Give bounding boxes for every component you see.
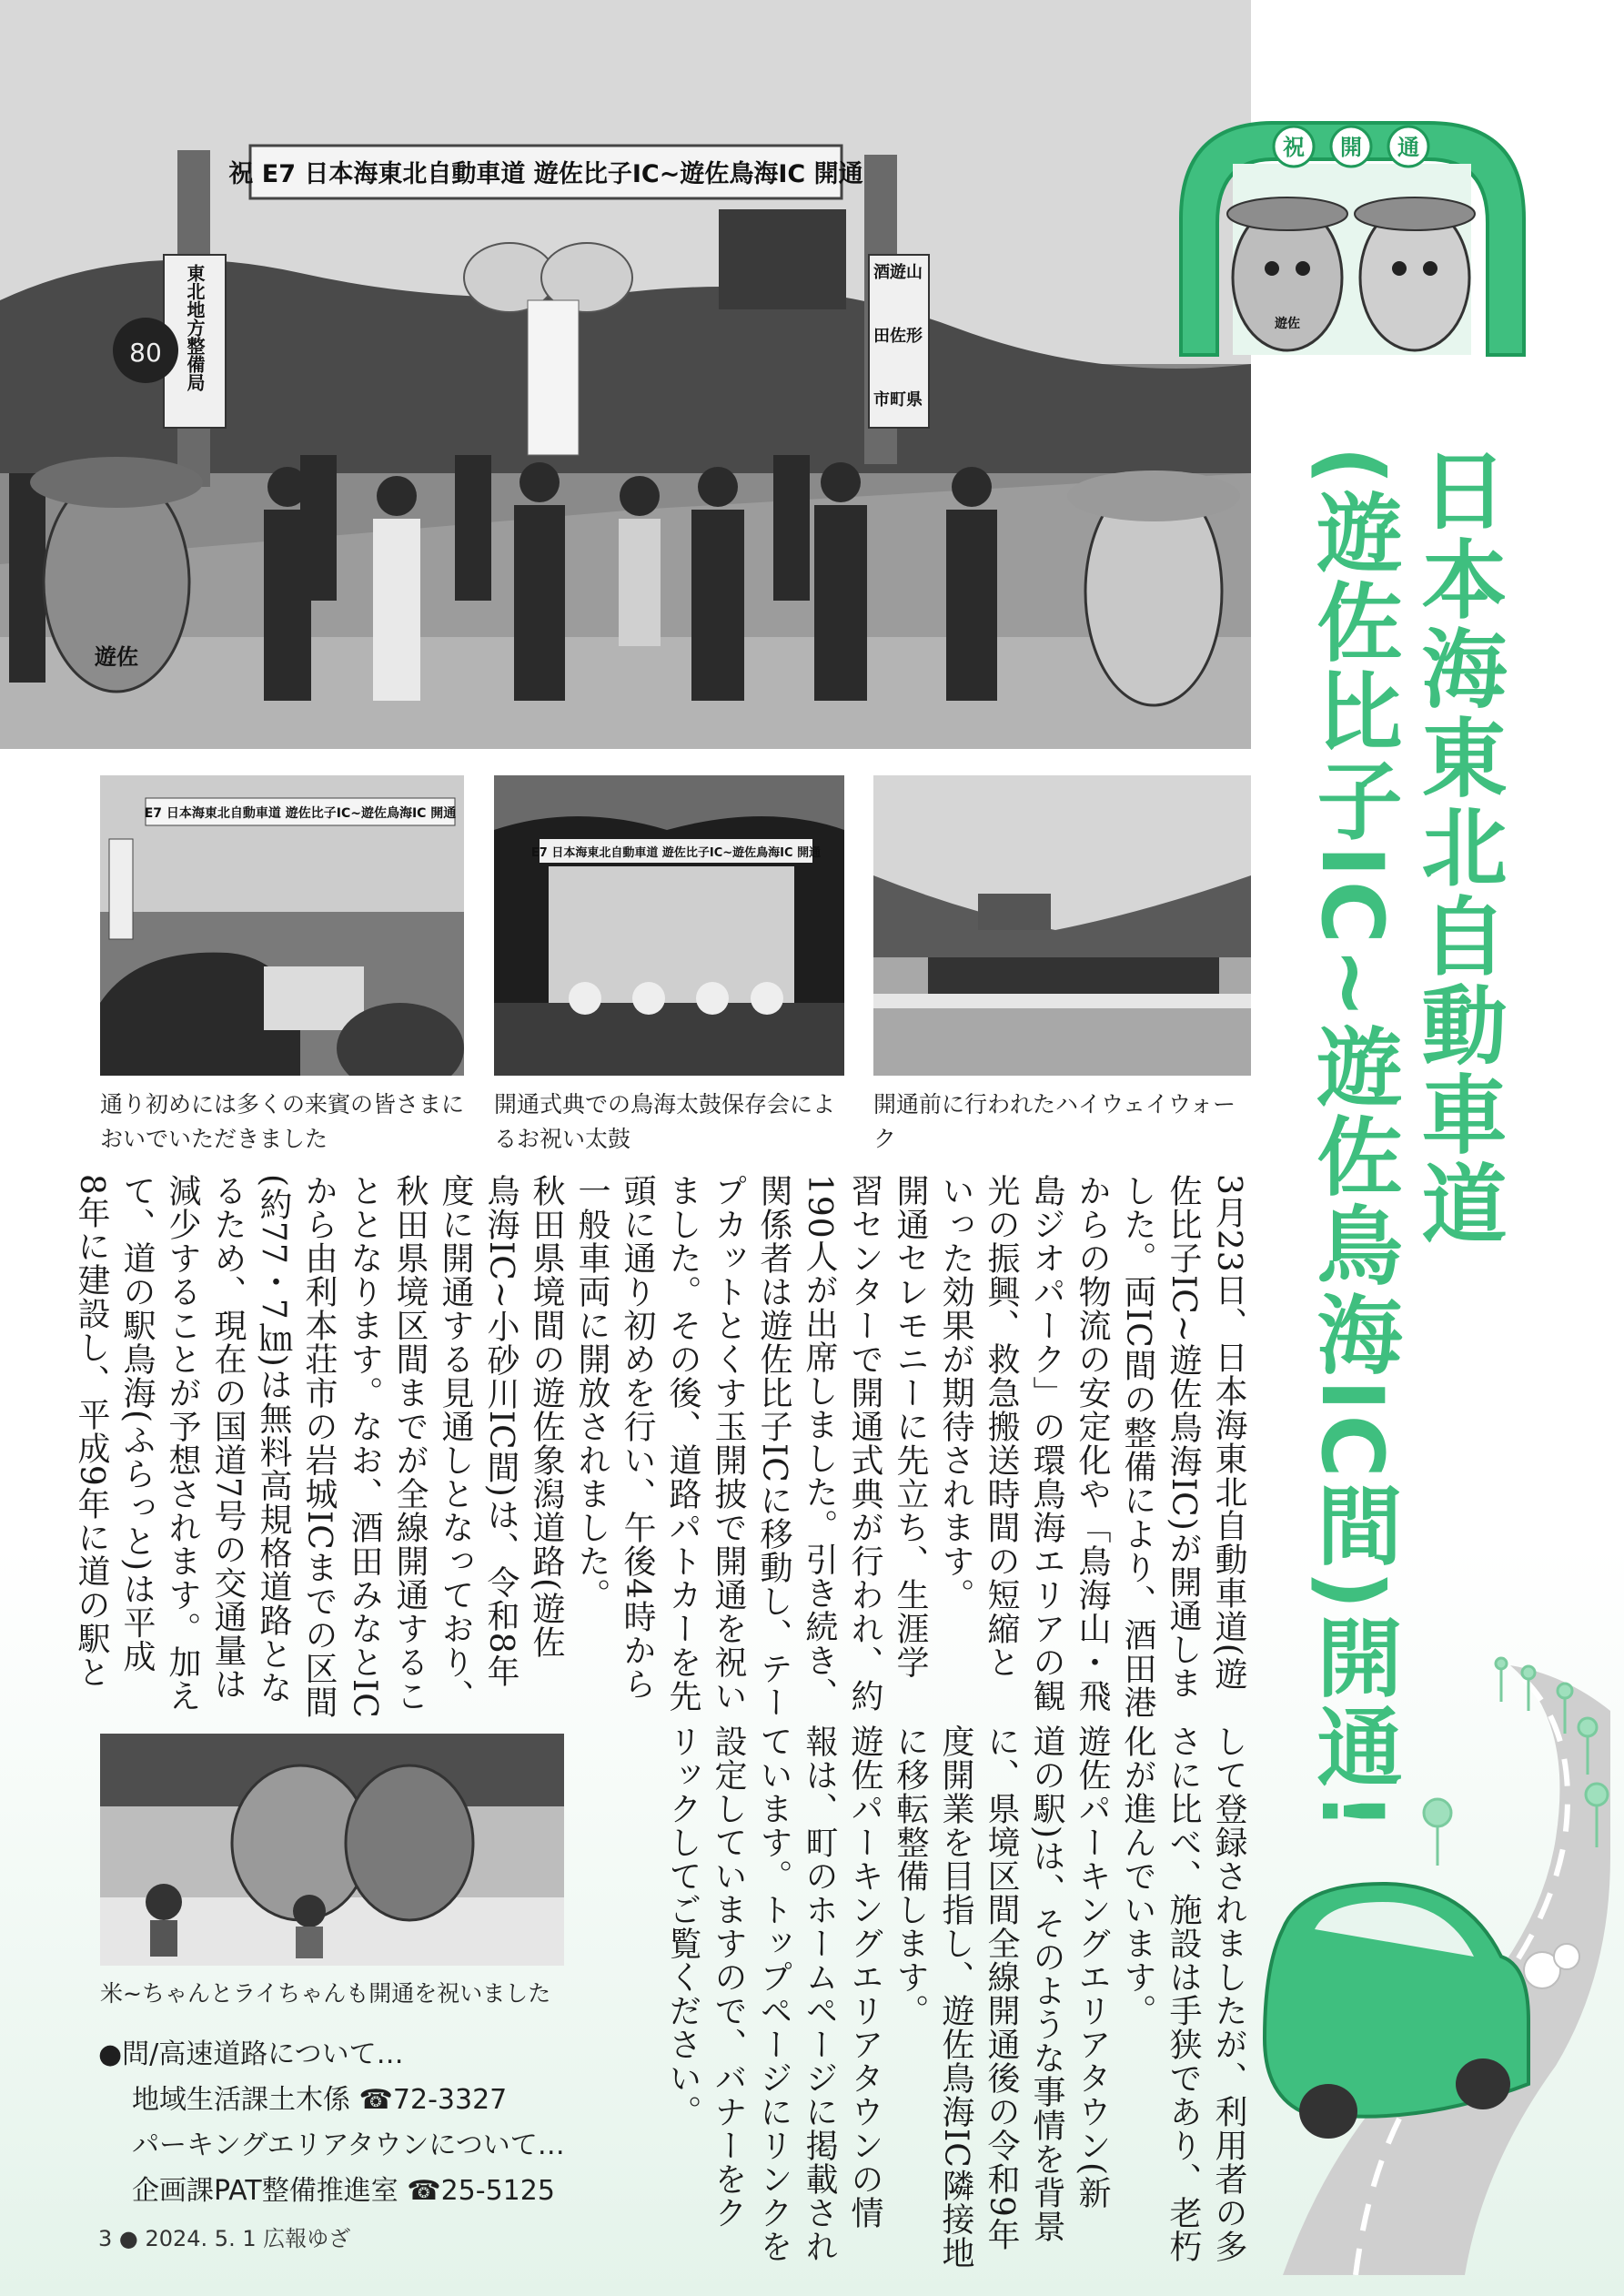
caption-photo3: 開通前に行われたハイウェイウォーク xyxy=(873,1091,1236,1152)
body-upper-line: ととなります。なお、酒田みなとIC xyxy=(346,1174,383,1719)
body-lower-line: リックしてご覧ください。 xyxy=(664,1725,701,2129)
body-upper-line: 3月23日、日本海東北自動車道(遊 xyxy=(1210,1174,1247,1691)
photo2-banner: E7 日本海東北自動車道 遊佐比子IC~遊佐鳥海IC 開通 xyxy=(530,846,822,860)
body-lower-line: に移転整備します。 xyxy=(892,1725,929,2028)
speed-sign: 80 xyxy=(129,338,162,368)
body-text-lower xyxy=(660,1725,1251,2271)
body-text-upper xyxy=(68,1174,1251,1720)
body-lower-line: に、県境区間全線開通後の令和9年 xyxy=(983,1725,1020,2251)
body-upper-line: いった効果が期待されます。 xyxy=(937,1174,974,1612)
body-lower-line: 度開業を目指し、遊佐鳥海IC隣接地 xyxy=(937,1725,974,2270)
photo-ceremony-cars xyxy=(100,775,464,1076)
title-line-1: 日本海東北自動車道 xyxy=(1407,446,1506,1249)
contact-line-3: 企画課PAT整備推進室 ☎25-5125 xyxy=(132,2175,555,2207)
body-upper-line: 秋田県境間の遊佐象潟道路(遊佐 xyxy=(528,1174,565,1660)
svg-text:通: 通 xyxy=(1397,135,1419,160)
body-upper-line: プカットとくす玉開披で開通を祝い xyxy=(710,1174,747,1713)
contact-line-1: 地域生活課土木係 ☎72-3327 xyxy=(132,2084,508,2116)
body-upper-line: るため、現在の国道7号の交通量は xyxy=(209,1174,247,1701)
contact-line-2: パーキングエリアタウンについて… xyxy=(132,2129,565,2161)
body-lower-line: ています。トップページにリンクを xyxy=(755,1725,792,2263)
body-upper-line: 習センターで開通式典が行われ、約 xyxy=(846,1174,883,1713)
body-upper-line: 島ジオパーク」の環鳥海エリアの観 xyxy=(1028,1174,1065,1713)
body-upper-line: (約77・7㎞)は無料高規格道路とな xyxy=(255,1174,292,1704)
body-lower-line: して登録されましたが、利用者の多 xyxy=(1210,1725,1247,2263)
body-upper-line: 8年に建設し、平成9年に道の駅と xyxy=(73,1174,110,1689)
body-upper-line: 鳥海IC~小砂川IC間)は、令和8年 xyxy=(482,1174,519,1688)
body-lower-line: さに比べ、施設は手狭であり、老朽 xyxy=(1165,1725,1202,2263)
photo1-banner: E7 日本海東北自動車道 遊佐比子IC~遊佐鳥海IC 開通 xyxy=(144,806,457,821)
main-photo-sign-right: 酒遊山 xyxy=(873,263,923,282)
mascot-label: 遊佐 xyxy=(95,644,138,670)
body-upper-line: した。両IC間の整備により、酒田港 xyxy=(1119,1174,1156,1719)
body-upper-line: 一般車両に開放されました。 xyxy=(573,1174,610,1612)
page-footer: 3 ● 2024. 5. 1 広報ゆざ xyxy=(98,2226,351,2251)
body-upper-line: 頭に通り初めを行い、午後4時から xyxy=(619,1174,656,1701)
body-upper-line: 関係者は遊佐比子ICに移動し、テー xyxy=(755,1174,792,1719)
body-upper-line: 光の振興、救急搬送時間の短縮と xyxy=(983,1174,1020,1679)
svg-text:祝: 祝 xyxy=(1283,135,1305,160)
body-upper-line: からの物流の安定化や「鳥海山・飛 xyxy=(1074,1174,1111,1713)
contact-heading-text: ●問/高速道路について… xyxy=(98,2038,404,2070)
body-upper-line: 秋田県境区間までが全線開通するこ xyxy=(391,1174,429,1713)
title-line-2: (遊佐比子IC~遊佐鳥海IC間)開通! xyxy=(1302,446,1401,1835)
caption-photo1: 通り初めには多くの来賓の皆さまにおいでいただきました xyxy=(100,1091,465,1152)
main-photo xyxy=(0,0,1251,749)
body-lower-line: 設定していますので、バナーをク xyxy=(710,1725,747,2230)
main-photo-sign-left: 東北地方整備局 xyxy=(184,264,206,391)
photo-taiko xyxy=(494,775,844,1076)
body-lower-line: 遊佐パーキングエリアタウンの情 xyxy=(846,1725,883,2230)
body-lower-line: 道の駅)は、そのような事情を背景 xyxy=(1028,1725,1065,2244)
main-photo-sign-right-2: 田佐形 xyxy=(873,327,923,346)
body-upper-line: 減少することが予想されます。加え xyxy=(164,1174,201,1713)
logo-mascot-label: 遊佐 xyxy=(1275,317,1300,331)
body-lower-line: 化が進んでいます。 xyxy=(1119,1725,1156,2028)
body-upper-line: 190人が出席しました。引き続き、 xyxy=(801,1174,838,1711)
caption-photo4: 米~ちゃんとライちゃんも開通を祝いました xyxy=(100,1980,551,2007)
body-upper-line: 度に開通する見通しとなっており、 xyxy=(437,1174,474,1713)
body-upper-line: ました。その後、道路パトカーを先 xyxy=(664,1174,701,1713)
svg-text:開: 開 xyxy=(1340,135,1362,160)
body-lower-line: 報は、町のホームページに掲載され xyxy=(801,1725,838,2263)
photo-highway-walk xyxy=(873,775,1251,1076)
main-photo-sign-right-3: 市町県 xyxy=(873,390,923,410)
body-lower-line: 遊佐パーキングエリアタウン(新 xyxy=(1074,1725,1111,2210)
contact-heading xyxy=(98,2031,404,2071)
body-upper-line: 佐比子IC~遊佐鳥海IC)が開通しま xyxy=(1165,1174,1202,1700)
main-photo-banner: 祝 E7 日本海東北自動車道 遊佐比子IC~遊佐鳥海IC 開通 xyxy=(228,160,863,188)
photo-mascots xyxy=(100,1734,564,1966)
opening-logo xyxy=(1165,114,1538,359)
body-upper-line: て、道の駅鳥海(ふらっと)は平成 xyxy=(118,1174,156,1674)
body-upper-line: 開通セレモニーに先立ち、生涯学 xyxy=(892,1174,929,1679)
caption-photo2: 開通式典での鳥海太鼓保存会によるお祝い太鼓 xyxy=(494,1091,836,1152)
road-illustration xyxy=(1228,1656,1610,2275)
body-upper-line: から由利本荘市の岩城ICまでの区間 xyxy=(300,1174,338,1719)
